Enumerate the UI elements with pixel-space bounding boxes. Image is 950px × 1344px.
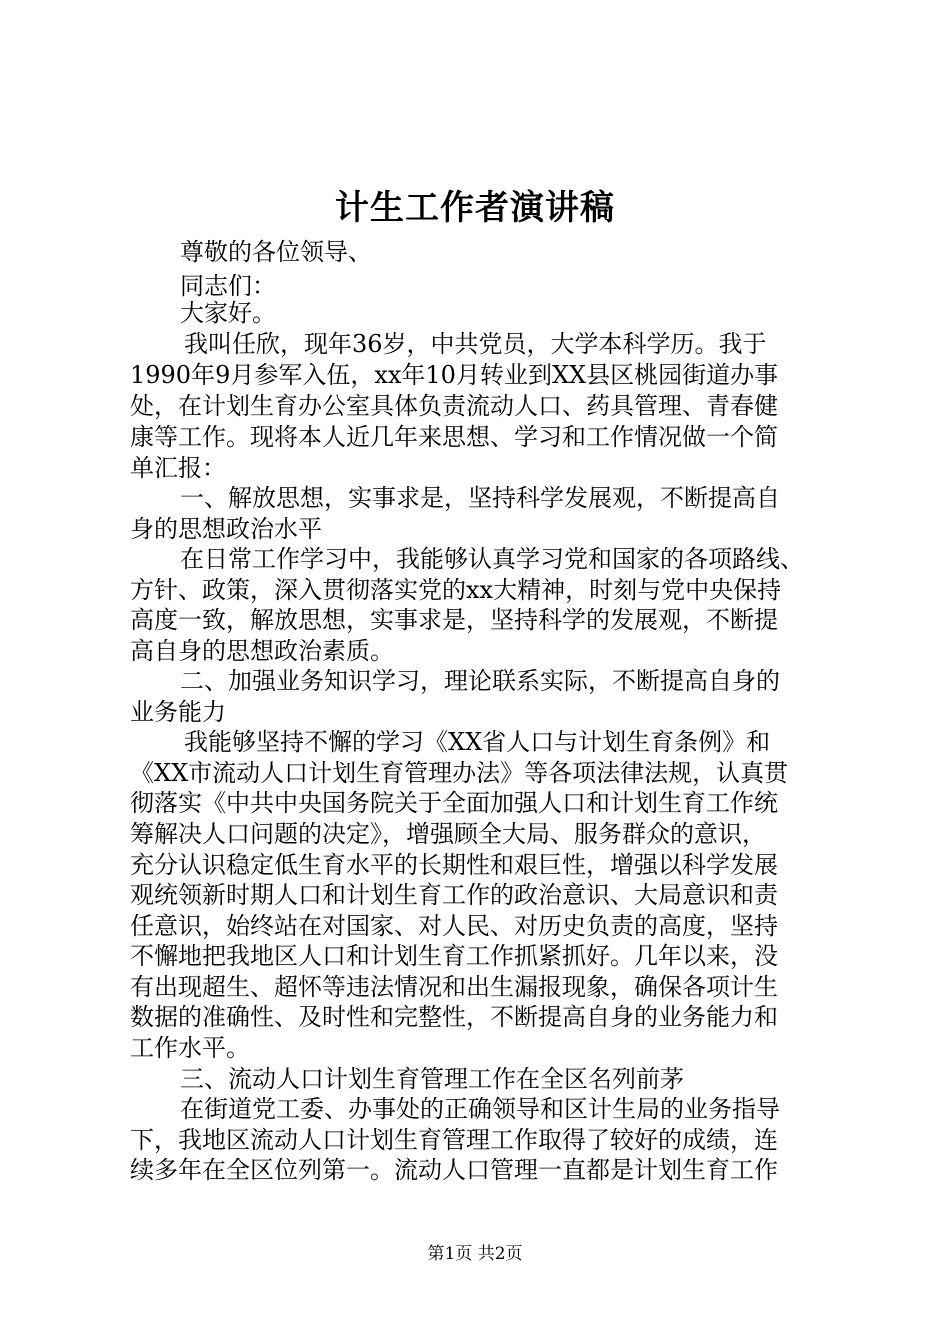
text-line: 康等工作。现将本人近几年来思想、学习和工作情况做一个简 (130, 423, 778, 451)
section-heading-line: 身的思想政治水平 (130, 515, 322, 543)
text-line: 我能够坚持不懈的学习《XX省人口与计划生育条例》和 (184, 728, 771, 756)
section-heading-line: 三、流动人口计划生育管理工作在全区名列前茅 (180, 1065, 684, 1093)
text-line: 工作水平。 (130, 1034, 250, 1062)
text-line: 观统领新时期人口和计划生育工作的政治意识、大局意识和责 (130, 881, 778, 909)
text-line: 任意识，始终站在对国家、对人民、对历史负责的高度，坚持 (130, 912, 778, 940)
text-line: 单汇报： (130, 454, 226, 482)
text-line: 同志们： (180, 272, 276, 300)
text-line: 方针、政策，深入贯彻落实党的xx大精神，时刻与党中央保持 (130, 576, 782, 604)
text-line: 处，在计划生育办公室具体负责流动人口、药具管理、青春健 (130, 392, 778, 420)
text-line: 续多年在全区位列第一。流动人口管理一直都是计划生育工作 (130, 1156, 778, 1184)
text-line: 彻落实《中共中央国务院关于全面加强人口和计划生育工作统 (130, 789, 778, 817)
text-line: 大家好。 (180, 299, 276, 327)
section-heading-line: 一、解放思想，实事求是，坚持科学发展观，不断提高自 (180, 484, 780, 512)
text-line: 数据的准确性、及时性和完整性，不断提高自身的业务能力和 (130, 1003, 778, 1031)
text-line: 1990年9月参军入伍，xx年10月转业到XX县区桃园街道办事 (130, 361, 779, 389)
text-line: 不懈地把我地区人口和计划生育工作抓紧抓好。几年以来，没 (130, 942, 778, 970)
text-line: 在街道党工委、办事处的正确领导和区计生局的业务指导 (180, 1095, 780, 1123)
text-line: 我叫任欣，现年36岁，中共党员，大学本科学历。我于 (184, 330, 767, 358)
text-line: 筹解决人口问题的决定》，增强顾全大局、服务群众的意识， (130, 820, 766, 848)
page-number-footer: 第1页 共2页 (427, 1244, 523, 1264)
text-line: 在日常工作学习中，我能够认真学习党和国家的各项路线、 (180, 545, 804, 573)
text-line: 高自身的思想政治素质。 (130, 637, 394, 665)
section-heading-line: 二、加强业务知识学习，理论联系实际，不断提高自身的 (180, 667, 780, 695)
section-heading-line: 业务能力 (130, 698, 226, 726)
text-line: 《XX市流动人口计划生育管理办法》等各项法律法规，认真贯 (130, 759, 789, 787)
text-line: 下，我地区流动人口计划生育管理工作取得了较好的成绩，连 (130, 1126, 778, 1154)
text-line: 尊敬的各位领导、 (180, 238, 372, 266)
text-line: 高度一致，解放思想，实事求是，坚持科学的发展观，不断提 (130, 606, 778, 634)
text-line: 有出现超生、超怀等违法情况和出生漏报现象，确保各项计生 (130, 973, 778, 1001)
text-line: 充分认识稳定低生育水平的长期性和艰巨性，增强以科学发展 (130, 851, 778, 879)
page-title: 计生工作者演讲稿 (335, 188, 615, 228)
